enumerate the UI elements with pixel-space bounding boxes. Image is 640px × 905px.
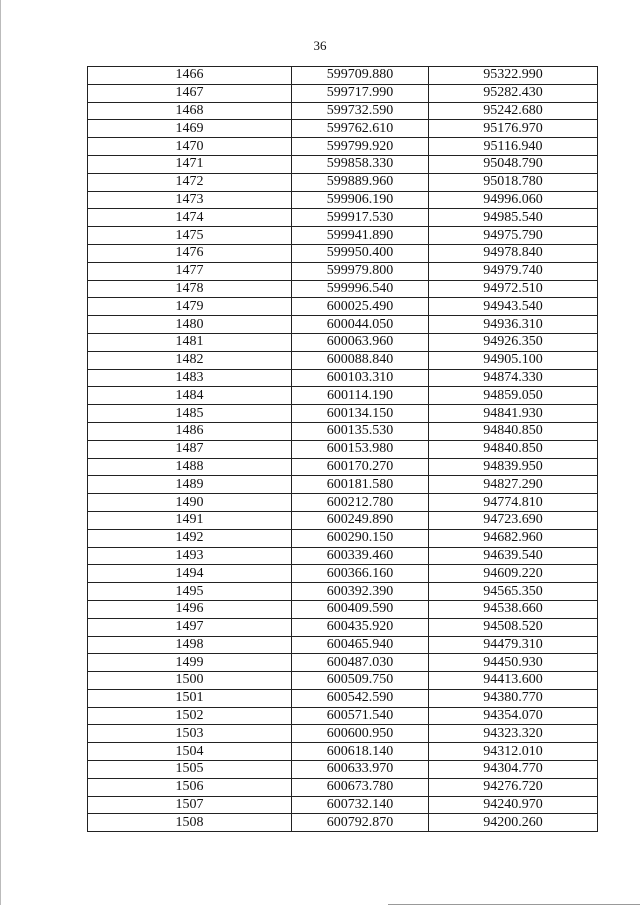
coordinates-table-body [88,67,598,832]
y-coordinate-cell: 94240.970 [429,796,598,814]
table-row [88,173,598,191]
point-number-cell: 1504 [88,743,292,761]
x-coordinate-cell: 599799.920 [292,138,429,156]
y-coordinate-cell: 94996.060 [429,191,598,209]
x-coordinate-cell: 599979.800 [292,262,429,280]
table-row [88,422,598,440]
point-number-cell: 1477 [88,262,292,280]
point-number-cell: 1499 [88,654,292,672]
point-number-cell: 1469 [88,120,292,138]
table-row [88,351,598,369]
table-row [88,672,598,690]
table-row [88,102,598,120]
x-coordinate-cell: 599762.610 [292,120,429,138]
table-row [88,689,598,707]
y-coordinate-cell: 94200.260 [429,814,598,832]
point-number-cell: 1485 [88,405,292,423]
y-coordinate-cell: 94975.790 [429,227,598,245]
x-coordinate-cell: 600465.940 [292,636,429,654]
x-coordinate-cell: 599906.190 [292,191,429,209]
table-row [88,316,598,334]
y-coordinate-cell: 94304.770 [429,761,598,779]
x-coordinate-cell: 600114.190 [292,387,429,405]
point-number-cell: 1478 [88,280,292,298]
table-row [88,796,598,814]
x-coordinate-cell: 600025.490 [292,298,429,316]
table-row [88,761,598,779]
point-number-cell: 1476 [88,244,292,262]
table-row [88,191,598,209]
point-number-cell: 1491 [88,511,292,529]
x-coordinate-cell: 599996.540 [292,280,429,298]
table-row [88,707,598,725]
y-coordinate-cell: 94639.540 [429,547,598,565]
y-coordinate-cell: 94840.850 [429,422,598,440]
table-row [88,565,598,583]
x-coordinate-cell: 600509.750 [292,672,429,690]
y-coordinate-cell: 95018.780 [429,173,598,191]
point-number-cell: 1506 [88,778,292,796]
point-number-cell: 1501 [88,689,292,707]
y-coordinate-cell: 94774.810 [429,494,598,512]
scan-edge-left [0,0,1,905]
x-coordinate-cell: 600732.140 [292,796,429,814]
x-coordinate-cell: 600170.270 [292,458,429,476]
point-number-cell: 1474 [88,209,292,227]
table-row [88,262,598,280]
x-coordinate-cell: 600153.980 [292,440,429,458]
table-row [88,458,598,476]
y-coordinate-cell: 94312.010 [429,743,598,761]
x-coordinate-cell: 600673.780 [292,778,429,796]
y-coordinate-cell: 94479.310 [429,636,598,654]
table-row [88,778,598,796]
y-coordinate-cell: 94323.320 [429,725,598,743]
table-row [88,494,598,512]
coordinates-table [87,66,598,832]
table-row [88,583,598,601]
table-row [88,120,598,138]
x-coordinate-cell: 600392.390 [292,583,429,601]
x-coordinate-cell: 600339.460 [292,547,429,565]
x-coordinate-cell: 600366.160 [292,565,429,583]
point-number-cell: 1471 [88,155,292,173]
y-coordinate-cell: 94840.850 [429,440,598,458]
point-number-cell: 1481 [88,333,292,351]
table-row [88,511,598,529]
x-coordinate-cell: 599889.960 [292,173,429,191]
y-coordinate-cell: 94508.520 [429,618,598,636]
y-coordinate-cell: 94682.960 [429,529,598,547]
point-number-cell: 1470 [88,138,292,156]
y-coordinate-cell: 94380.770 [429,689,598,707]
y-coordinate-cell: 94450.930 [429,654,598,672]
point-number-cell: 1498 [88,636,292,654]
x-coordinate-cell: 599709.880 [292,67,429,85]
x-coordinate-cell: 600633.970 [292,761,429,779]
y-coordinate-cell: 95176.970 [429,120,598,138]
point-number-cell: 1475 [88,227,292,245]
point-number-cell: 1482 [88,351,292,369]
point-number-cell: 1472 [88,173,292,191]
point-number-cell: 1486 [88,422,292,440]
y-coordinate-cell: 94874.330 [429,369,598,387]
point-number-cell: 1493 [88,547,292,565]
x-coordinate-cell: 600212.780 [292,494,429,512]
y-coordinate-cell: 94926.350 [429,333,598,351]
x-coordinate-cell: 600600.950 [292,725,429,743]
table-row [88,618,598,636]
point-number-cell: 1496 [88,600,292,618]
table-row [88,298,598,316]
table-row [88,600,598,618]
y-coordinate-cell: 94276.720 [429,778,598,796]
table-row [88,814,598,832]
table-row [88,387,598,405]
y-coordinate-cell: 94538.660 [429,600,598,618]
y-coordinate-cell: 94936.310 [429,316,598,334]
page-number: 36 [313,38,327,53]
y-coordinate-cell: 94859.050 [429,387,598,405]
x-coordinate-cell: 599917.530 [292,209,429,227]
x-coordinate-cell: 599732.590 [292,102,429,120]
point-number-cell: 1495 [88,583,292,601]
table-row [88,280,598,298]
x-coordinate-cell: 600409.590 [292,600,429,618]
table-row [88,333,598,351]
point-number-cell: 1487 [88,440,292,458]
point-number-cell: 1507 [88,796,292,814]
x-coordinate-cell: 599950.400 [292,244,429,262]
y-coordinate-cell: 94972.510 [429,280,598,298]
y-coordinate-cell: 94565.350 [429,583,598,601]
table-row [88,529,598,547]
x-coordinate-cell: 600249.890 [292,511,429,529]
table-row [88,244,598,262]
x-coordinate-cell: 600044.050 [292,316,429,334]
x-coordinate-cell: 600134.150 [292,405,429,423]
x-coordinate-cell: 600618.140 [292,743,429,761]
point-number-cell: 1492 [88,529,292,547]
x-coordinate-cell: 600088.840 [292,351,429,369]
point-number-cell: 1508 [88,814,292,832]
table-row [88,547,598,565]
x-coordinate-cell: 600435.920 [292,618,429,636]
table-row [88,725,598,743]
table-row [88,138,598,156]
table-row [88,405,598,423]
table-row [88,743,598,761]
x-coordinate-cell: 600792.870 [292,814,429,832]
point-number-cell: 1483 [88,369,292,387]
x-coordinate-cell: 600290.150 [292,529,429,547]
y-coordinate-cell: 94413.600 [429,672,598,690]
y-coordinate-cell: 94978.840 [429,244,598,262]
point-number-cell: 1500 [88,672,292,690]
point-number-cell: 1473 [88,191,292,209]
y-coordinate-cell: 94827.290 [429,476,598,494]
point-number-cell: 1505 [88,761,292,779]
y-coordinate-cell: 95322.990 [429,67,598,85]
table-row [88,654,598,672]
y-coordinate-cell: 95282.430 [429,84,598,102]
x-coordinate-cell: 599858.330 [292,155,429,173]
y-coordinate-cell: 95116.940 [429,138,598,156]
x-coordinate-cell: 600103.310 [292,369,429,387]
x-coordinate-cell: 599717.990 [292,84,429,102]
x-coordinate-cell: 600063.960 [292,333,429,351]
point-number-cell: 1466 [88,67,292,85]
point-number-cell: 1468 [88,102,292,120]
point-number-cell: 1488 [88,458,292,476]
y-coordinate-cell: 94905.100 [429,351,598,369]
point-number-cell: 1484 [88,387,292,405]
table-row [88,209,598,227]
y-coordinate-cell: 94839.950 [429,458,598,476]
point-number-cell: 1503 [88,725,292,743]
y-coordinate-cell: 94841.930 [429,405,598,423]
table-row [88,636,598,654]
x-coordinate-cell: 600571.540 [292,707,429,725]
x-coordinate-cell: 600181.580 [292,476,429,494]
point-number-cell: 1494 [88,565,292,583]
x-coordinate-cell: 600135.530 [292,422,429,440]
point-number-cell: 1489 [88,476,292,494]
table-row [88,155,598,173]
point-number-cell: 1467 [88,84,292,102]
table-row [88,84,598,102]
y-coordinate-cell: 94943.540 [429,298,598,316]
point-number-cell: 1479 [88,298,292,316]
y-coordinate-cell: 95048.790 [429,155,598,173]
y-coordinate-cell: 95242.680 [429,102,598,120]
y-coordinate-cell: 94723.690 [429,511,598,529]
table-row [88,476,598,494]
point-number-cell: 1497 [88,618,292,636]
x-coordinate-cell: 599941.890 [292,227,429,245]
table-row [88,67,598,85]
table-row [88,227,598,245]
y-coordinate-cell: 94979.740 [429,262,598,280]
x-coordinate-cell: 600487.030 [292,654,429,672]
table-row [88,440,598,458]
point-number-cell: 1502 [88,707,292,725]
point-number-cell: 1480 [88,316,292,334]
x-coordinate-cell: 600542.590 [292,689,429,707]
y-coordinate-cell: 94985.540 [429,209,598,227]
point-number-cell: 1490 [88,494,292,512]
y-coordinate-cell: 94609.220 [429,565,598,583]
table-row [88,369,598,387]
y-coordinate-cell: 94354.070 [429,707,598,725]
